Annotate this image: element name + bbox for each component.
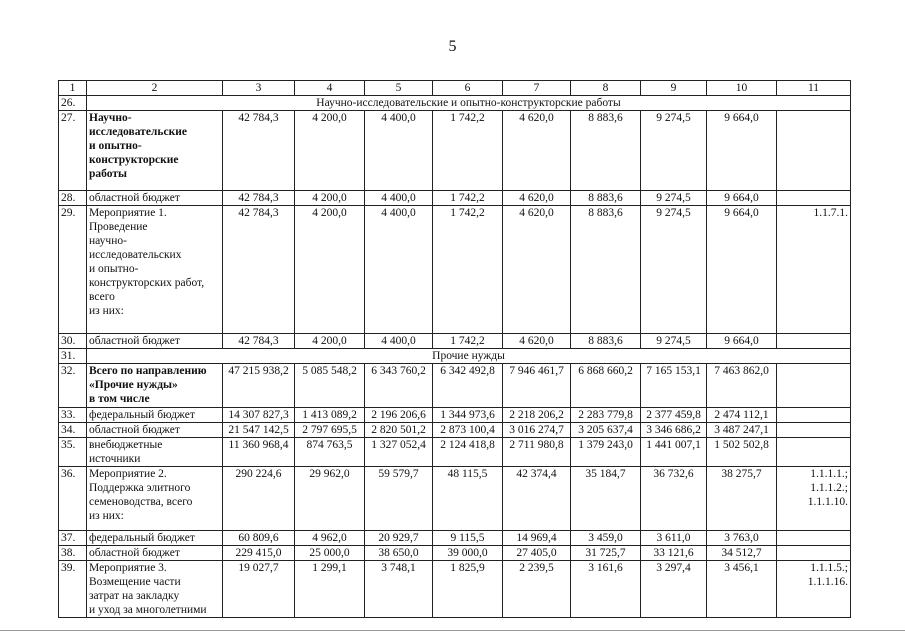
value-cell: 2 124 418,8 — [433, 438, 503, 467]
row-number: 27. — [59, 111, 87, 191]
value-cell: 31 725,7 — [571, 546, 641, 561]
value-cell: 2 711 980,8 — [503, 438, 571, 467]
table-row — [59, 438, 851, 467]
value-cell: 1 413 089,2 — [295, 408, 365, 423]
value-cell: 9 274,5 — [641, 334, 707, 349]
value-cell: 48 115,5 — [433, 467, 503, 531]
value-cell: 9 664,0 — [707, 334, 777, 349]
table-row — [59, 191, 851, 206]
header-cell: 6 — [433, 81, 503, 96]
value-cell: 47 215 938,2 — [223, 364, 295, 408]
value-cell: 4 200,0 — [295, 191, 365, 206]
value-cell: 5 085 548,2 — [295, 364, 365, 408]
value-cell: 4 962,0 — [295, 531, 365, 546]
activity-code — [777, 438, 851, 467]
section-row — [59, 96, 851, 111]
budget-table — [58, 80, 851, 618]
activity-code: 1.1.1.5.; 1.1.1.16. — [777, 561, 851, 618]
value-cell: 21 547 142,5 — [223, 423, 295, 438]
row-name: областной бюджет — [87, 546, 223, 561]
value-cell: 36 732,6 — [641, 467, 707, 531]
value-cell: 3 763,0 — [707, 531, 777, 546]
value-cell: 4 400,0 — [365, 111, 433, 191]
value-cell: 4 200,0 — [295, 334, 365, 349]
row-number: 30. — [59, 334, 87, 349]
value-cell: 6 868 660,2 — [571, 364, 641, 408]
value-cell: 7 165 153,1 — [641, 364, 707, 408]
table-row — [59, 546, 851, 561]
value-cell: 1 742,2 — [433, 191, 503, 206]
value-cell: 1 327 052,4 — [365, 438, 433, 467]
value-cell: 1 825,9 — [433, 561, 503, 618]
activity-code — [777, 364, 851, 408]
page-number: 5 — [448, 38, 457, 55]
value-cell: 8 883,6 — [571, 191, 641, 206]
value-cell: 42 784,3 — [223, 334, 295, 349]
value-cell: 4 620,0 — [503, 191, 571, 206]
value-cell: 1 742,2 — [433, 111, 503, 191]
value-cell: 4 200,0 — [295, 206, 365, 334]
value-cell: 25 000,0 — [295, 546, 365, 561]
table-row — [59, 467, 851, 531]
row-name: внебюджетные источники — [87, 438, 223, 467]
value-cell: 38 275,7 — [707, 467, 777, 531]
value-cell: 3 487 247,1 — [707, 423, 777, 438]
row-number: 28. — [59, 191, 87, 206]
value-cell: 4 400,0 — [365, 191, 433, 206]
header-row — [59, 81, 851, 96]
table-body — [59, 81, 851, 618]
row-name: областной бюджет — [87, 191, 223, 206]
value-cell: 1 742,2 — [433, 334, 503, 349]
page-edge-line — [0, 630, 905, 631]
row-number: 34. — [59, 423, 87, 438]
value-cell: 14 969,4 — [503, 531, 571, 546]
value-cell: 9 274,5 — [641, 191, 707, 206]
activity-code: 1.1.1.1.; 1.1.1.2.; 1.1.1.10. — [777, 467, 851, 531]
header-cell: 9 — [641, 81, 707, 96]
row-name: Всего по направлению «Прочие нужды» в том числе — [87, 364, 223, 408]
row-number: 38. — [59, 546, 87, 561]
value-cell: 229 415,0 — [223, 546, 295, 561]
row-number: 35. — [59, 438, 87, 467]
row-name: федеральный бюджет — [87, 408, 223, 423]
header-cell: 3 — [223, 81, 295, 96]
row-number: 26. — [59, 96, 87, 111]
table-row — [59, 111, 851, 191]
value-cell: 4 620,0 — [503, 111, 571, 191]
row-name: федеральный бюджет — [87, 531, 223, 546]
value-cell: 59 579,7 — [365, 467, 433, 531]
activity-code: 1.1.7.1. — [777, 206, 851, 334]
table-row — [59, 364, 851, 408]
row-number: 36. — [59, 467, 87, 531]
table-row — [59, 531, 851, 546]
value-cell: 39 000,0 — [433, 546, 503, 561]
value-cell: 2 797 695,5 — [295, 423, 365, 438]
value-cell: 9 274,5 — [641, 206, 707, 334]
row-number: 33. — [59, 408, 87, 423]
header-cell: 5 — [365, 81, 433, 96]
value-cell: 1 441 007,1 — [641, 438, 707, 467]
value-cell: 20 929,7 — [365, 531, 433, 546]
row-name: областной бюджет — [87, 334, 223, 349]
header-cell: 7 — [503, 81, 571, 96]
value-cell: 29 962,0 — [295, 467, 365, 531]
value-cell: 9 664,0 — [707, 191, 777, 206]
value-cell: 8 883,6 — [571, 111, 641, 191]
value-cell: 6 342 492,8 — [433, 364, 503, 408]
value-cell: 4 400,0 — [365, 206, 433, 334]
value-cell: 4 400,0 — [365, 334, 433, 349]
row-name: Мероприятие 2. Поддержка элитного семеноводства, всего из них: — [87, 467, 223, 531]
table-row — [59, 561, 851, 618]
value-cell: 3 205 637,4 — [571, 423, 641, 438]
row-name: областной бюджет — [87, 423, 223, 438]
section-row — [59, 349, 851, 364]
value-cell: 42 374,4 — [503, 467, 571, 531]
value-cell: 9 274,5 — [641, 111, 707, 191]
activity-code — [777, 423, 851, 438]
value-cell: 42 784,3 — [223, 111, 295, 191]
value-cell: 3 456,1 — [707, 561, 777, 618]
value-cell: 4 620,0 — [503, 334, 571, 349]
value-cell: 33 121,6 — [641, 546, 707, 561]
value-cell: 35 184,7 — [571, 467, 641, 531]
activity-code — [777, 334, 851, 349]
row-number: 29. — [59, 206, 87, 334]
activity-code — [777, 111, 851, 191]
table-row — [59, 206, 851, 334]
value-cell: 290 224,6 — [223, 467, 295, 531]
value-cell: 874 763,5 — [295, 438, 365, 467]
value-cell: 7 946 461,7 — [503, 364, 571, 408]
header-cell: 4 — [295, 81, 365, 96]
row-number: 37. — [59, 531, 87, 546]
value-cell: 8 883,6 — [571, 334, 641, 349]
value-cell: 8 883,6 — [571, 206, 641, 334]
value-cell: 42 784,3 — [223, 206, 295, 334]
row-number: 32. — [59, 364, 87, 408]
value-cell: 3 016 274,7 — [503, 423, 571, 438]
value-cell: 34 512,7 — [707, 546, 777, 561]
value-cell: 27 405,0 — [503, 546, 571, 561]
value-cell: 2 196 206,6 — [365, 408, 433, 423]
value-cell: 3 611,0 — [641, 531, 707, 546]
row-name: Мероприятие 1. Проведение научно- исследовательских и опытно- конструкторских работ, всего из них: — [87, 206, 223, 334]
value-cell: 6 343 760,2 — [365, 364, 433, 408]
row-name: Мероприятие 3. Возмещение части затрат на закладку и уход за многолетними — [87, 561, 223, 618]
value-cell: 60 809,6 — [223, 531, 295, 546]
value-cell: 38 650,0 — [365, 546, 433, 561]
value-cell: 19 027,7 — [223, 561, 295, 618]
activity-code — [777, 191, 851, 206]
value-cell: 42 784,3 — [223, 191, 295, 206]
value-cell: 1 344 973,6 — [433, 408, 503, 423]
value-cell: 2 239,5 — [503, 561, 571, 618]
header-cell: 11 — [777, 81, 851, 96]
value-cell: 14 307 827,3 — [223, 408, 295, 423]
value-cell: 1 742,2 — [433, 206, 503, 334]
value-cell: 1 299,1 — [295, 561, 365, 618]
value-cell: 7 463 862,0 — [707, 364, 777, 408]
value-cell: 2 377 459,8 — [641, 408, 707, 423]
header-cell: 2 — [87, 81, 223, 96]
activity-code — [777, 408, 851, 423]
value-cell: 3 748,1 — [365, 561, 433, 618]
table-row — [59, 423, 851, 438]
row-name: Научно- исследовательские и опытно- конструкторские работы — [87, 111, 223, 191]
value-cell: 9 664,0 — [707, 111, 777, 191]
value-cell: 2 474 112,1 — [707, 408, 777, 423]
value-cell: 3 346 686,2 — [641, 423, 707, 438]
table-row — [59, 334, 851, 349]
value-cell: 2 820 501,2 — [365, 423, 433, 438]
value-cell: 11 360 968,4 — [223, 438, 295, 467]
value-cell: 2 283 779,8 — [571, 408, 641, 423]
value-cell: 1 502 502,8 — [707, 438, 777, 467]
value-cell: 4 200,0 — [295, 111, 365, 191]
value-cell: 9 664,0 — [707, 206, 777, 334]
section-title: Научно-исследовательские и опытно-конструкторские работы — [87, 96, 851, 111]
header-cell: 8 — [571, 81, 641, 96]
row-number: 31. — [59, 349, 87, 364]
header-cell: 1 — [59, 81, 87, 96]
value-cell: 3 161,6 — [571, 561, 641, 618]
value-cell: 4 620,0 — [503, 206, 571, 334]
section-title: Прочие нужды — [87, 349, 851, 364]
value-cell: 3 297,4 — [641, 561, 707, 618]
row-number: 39. — [59, 561, 87, 618]
value-cell: 2 873 100,4 — [433, 423, 503, 438]
value-cell: 2 218 206,2 — [503, 408, 571, 423]
value-cell: 9 115,5 — [433, 531, 503, 546]
header-cell: 10 — [707, 81, 777, 96]
activity-code — [777, 531, 851, 546]
value-cell: 1 379 243,0 — [571, 438, 641, 467]
value-cell: 3 459,0 — [571, 531, 641, 546]
table-row — [59, 408, 851, 423]
activity-code — [777, 546, 851, 561]
